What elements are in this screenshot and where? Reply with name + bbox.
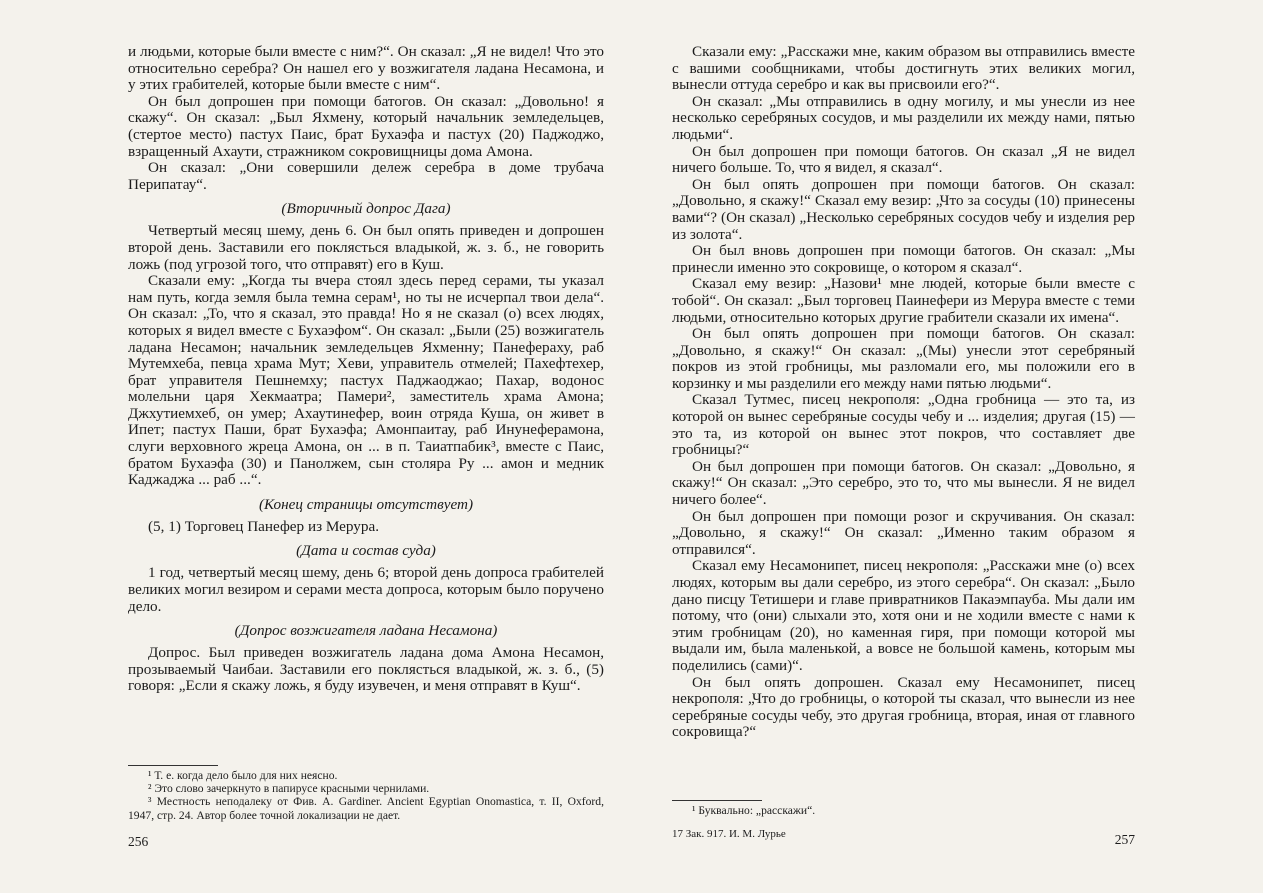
printer-signature: 17 Зак. 917. И. М. Лурье: [672, 828, 786, 840]
paragraph: Он был допрошен при помощи батогов. Он сказал „Я не видел ничего больше. То, что я видел, я сказал“.: [672, 142, 1135, 177]
paragraph: Он был допрошен при помощи батогов. Он сказал: „Довольно, я скажу!“ Он сказал: „Это серебро, это то, что мы вынесли. Я не видел ничего более“.: [672, 457, 1135, 509]
page-number-left: 256: [128, 834, 149, 849]
footnote-rule: [672, 800, 762, 801]
paragraph: Сказал ему Несамонипет, писец некрополя: „Расскажи мне (о) всех людях, которым вы дали серебро, из этого серебра“. Он сказал: „Было дано писцу Тетишери и главе привратников Пакаэмпауба. Мы дали им потому, что (они) слыхали это, хотя они и не ходили вместе с нами к этим гробницам (20), но каменная гиря, при помощи которой мы выдали им, была маленькой, а вовсе не большой камень, которым мы поделились (сами)“.: [672, 557, 1135, 674]
paragraph: (5, 1) Торговец Панефер из Мерура.: [148, 517, 380, 535]
footnote-rule: [128, 765, 218, 766]
paragraph: Он был опять допрошен при помощи батогов. Он сказал: „Довольно, я скажу!“ Он сказал: „(Мы) унесли этот серебряный покров из этой гробницы, мы разломали его, мы положили его в корзинку и мы разделили его между нами пятью людьми“.: [672, 325, 1135, 392]
paragraph: Он был вновь допрошен при помощи батогов. Он сказал: „Мы принесли именно это сокровище, о котором я сказал“.: [672, 242, 1135, 276]
left-page-text: [128, 44, 604, 695]
section-heading: (Вторичный допрос Дага): [281, 200, 451, 218]
right-page-footnotes: [672, 800, 1135, 817]
footnote: ¹ Т. е. когда дело было для них неясно.: [148, 769, 338, 782]
paragraph: Сказали ему: „Расскажи мне, каким образом вы отправились вместе с вашими сообщниками, чтобы достигнуть этих великих могил, вынесли оттуда серебро и как вы присвоили его?“.: [672, 43, 1135, 94]
paragraph: Сказал ему везир: „Назови¹ мне людей, которые были вместе с тобой“. Он сказал: „Был торговец Паинефери из Мерура вместе с теми людьми, относительно которых другие грабители сказали их имена“.: [672, 275, 1135, 326]
paragraph: Он был допрошен при помощи розог и скручивания. Он сказал: „Довольно, я скажу!“ Он сказал: „Именно таким образом я отправился“.: [672, 507, 1135, 558]
right-page: [632, 0, 1263, 893]
paragraph: Он сказал: „Мы отправились в одну могилу, и мы унесли из нее несколько серебряных сосудов, и мы разделили их между нами, пятью людьми“.: [672, 92, 1135, 143]
paragraph: Он был опять допрошен при помощи батогов. Он сказал: „Довольно, я скажу!“ Сказал ему везир: „Что за сосуды (10) принесены вами“? (Он сказал) „Несколько серебряных сосудов чебу и изделия рер из золота“.: [672, 175, 1135, 243]
paragraph: Четвертый месяц шему, день 6. Он был опять приведен и допрошен второй день. Заставили его поклясться владыкой, ж. з. б., не говорить ложь (под угрозой того, что отправят) его в Куш.: [128, 222, 604, 273]
footnote: ¹ Буквально: „расскажи“.: [692, 804, 816, 817]
page-number-right: 257: [1114, 832, 1135, 847]
section-heading: (Конец страницы отсутствует): [258, 495, 474, 513]
paragraph: Он был опять допрошен. Сказал ему Несамонипет, писец некрополя: „Что до гробницы, о которой ты сказал, что вынесли из нее серебряные сосуды чебу, это другая гробница, вторая, иная от главного сокровища?“: [672, 673, 1135, 741]
section-heading: (Допрос возжигателя ладана Несамона): [234, 622, 498, 640]
footnote: ³ Местность неподалеку от Фив. A. Gardiner. Ancient Egyptian Onomastica, т. II, Oxford, 1947, стр. 24. Автор более точной локализации не дает.: [128, 795, 604, 822]
paragraph: 1 год, четвертый месяц шему, день 6; второй день допроса грабителей великих могил везиром и серами места допроса, которым было поручено дело.: [128, 564, 604, 615]
right-page-text: [672, 44, 1135, 741]
footnote: ² Это слово зачеркнуто в папирусе красными чернилами.: [148, 782, 430, 796]
paragraph: Он сказал: „Они совершили дележ серебра в доме трубача Перипатау“.: [128, 159, 604, 193]
paragraph: и людьми, которые были вместе с ним?“. Он сказал: „Я не видел! Что это относительно серебра? Он нашел его у возжигателя ладана Несамона, и у этих грабителей, которые были вместе с ним“.: [128, 43, 604, 94]
paragraph: Он был допрошен при помощи батогов. Он сказал: „Довольно! я скажу“. Он сказал: „Был Яхмену, который начальник земледельцев, (стертое место) пастух Паис, брат Бухаэфа и пастух (20) Паджоджо, взращенный Ахаути, стражником сокровищницы дома Амона.: [128, 92, 604, 160]
left-page-footnotes: [128, 765, 604, 822]
paragraph: Допрос. Был приведен возжигатель ладана дома Амона Несамон, прозываемый Чаибаи. Заставили его поклясться владыкой, ж. з. б., (5) говоря: „Если я скажу ложь, я буду изувечен, и меня отправят в Куш“.: [128, 644, 604, 695]
paragraph: Сказал Тутмес, писец некрополя: „Одна гробница — это та, из которой он вынес серебряные сосуды чебу и ... изделия; другая (15) — это та, из которой он вынес этот покров, что составляет две гробницы?“: [672, 391, 1135, 459]
paragraph: Сказали ему: „Когда ты вчера стоял здесь перед серами, ты указал нам путь, когда земля была темна серам¹, но ты не исчерпал твои дела“. Он сказал: „То, что я сказал, это правда! Но я не сказал (о) всех людях, которых я видел вместе с Бухаэфом“. Он сказал: „Были (25) возжигатель ладана Несамон; начальник земледельцев Яхменну; Панефераху, раб Мутемхеба, певца храма Мут; Хеви, управитель отмелей; Пахефтехер, брат управителя Пешнемху; пастух Паджаоджао; Пахар, водонос молельни царя Хекмаатра; Памери², заместитель храма Амона; Джхутиемхеб, он умер; Ахаутинефер, воин отряда Куша, он живет в Ипет; пастух Паши, брат Бухаэфа; Амонпаитау, раб Инунеферамона, слуги верховного жреца Амона, он ... в п. Таиатпабик³, вместе с Паис, братом Бухаэфа (30) и Панолжем, сын столяра Ру ... амон и медник Каджаджа ... раб ...“.: [128, 272, 604, 489]
section-heading: (Дата и состав суда): [296, 542, 436, 560]
